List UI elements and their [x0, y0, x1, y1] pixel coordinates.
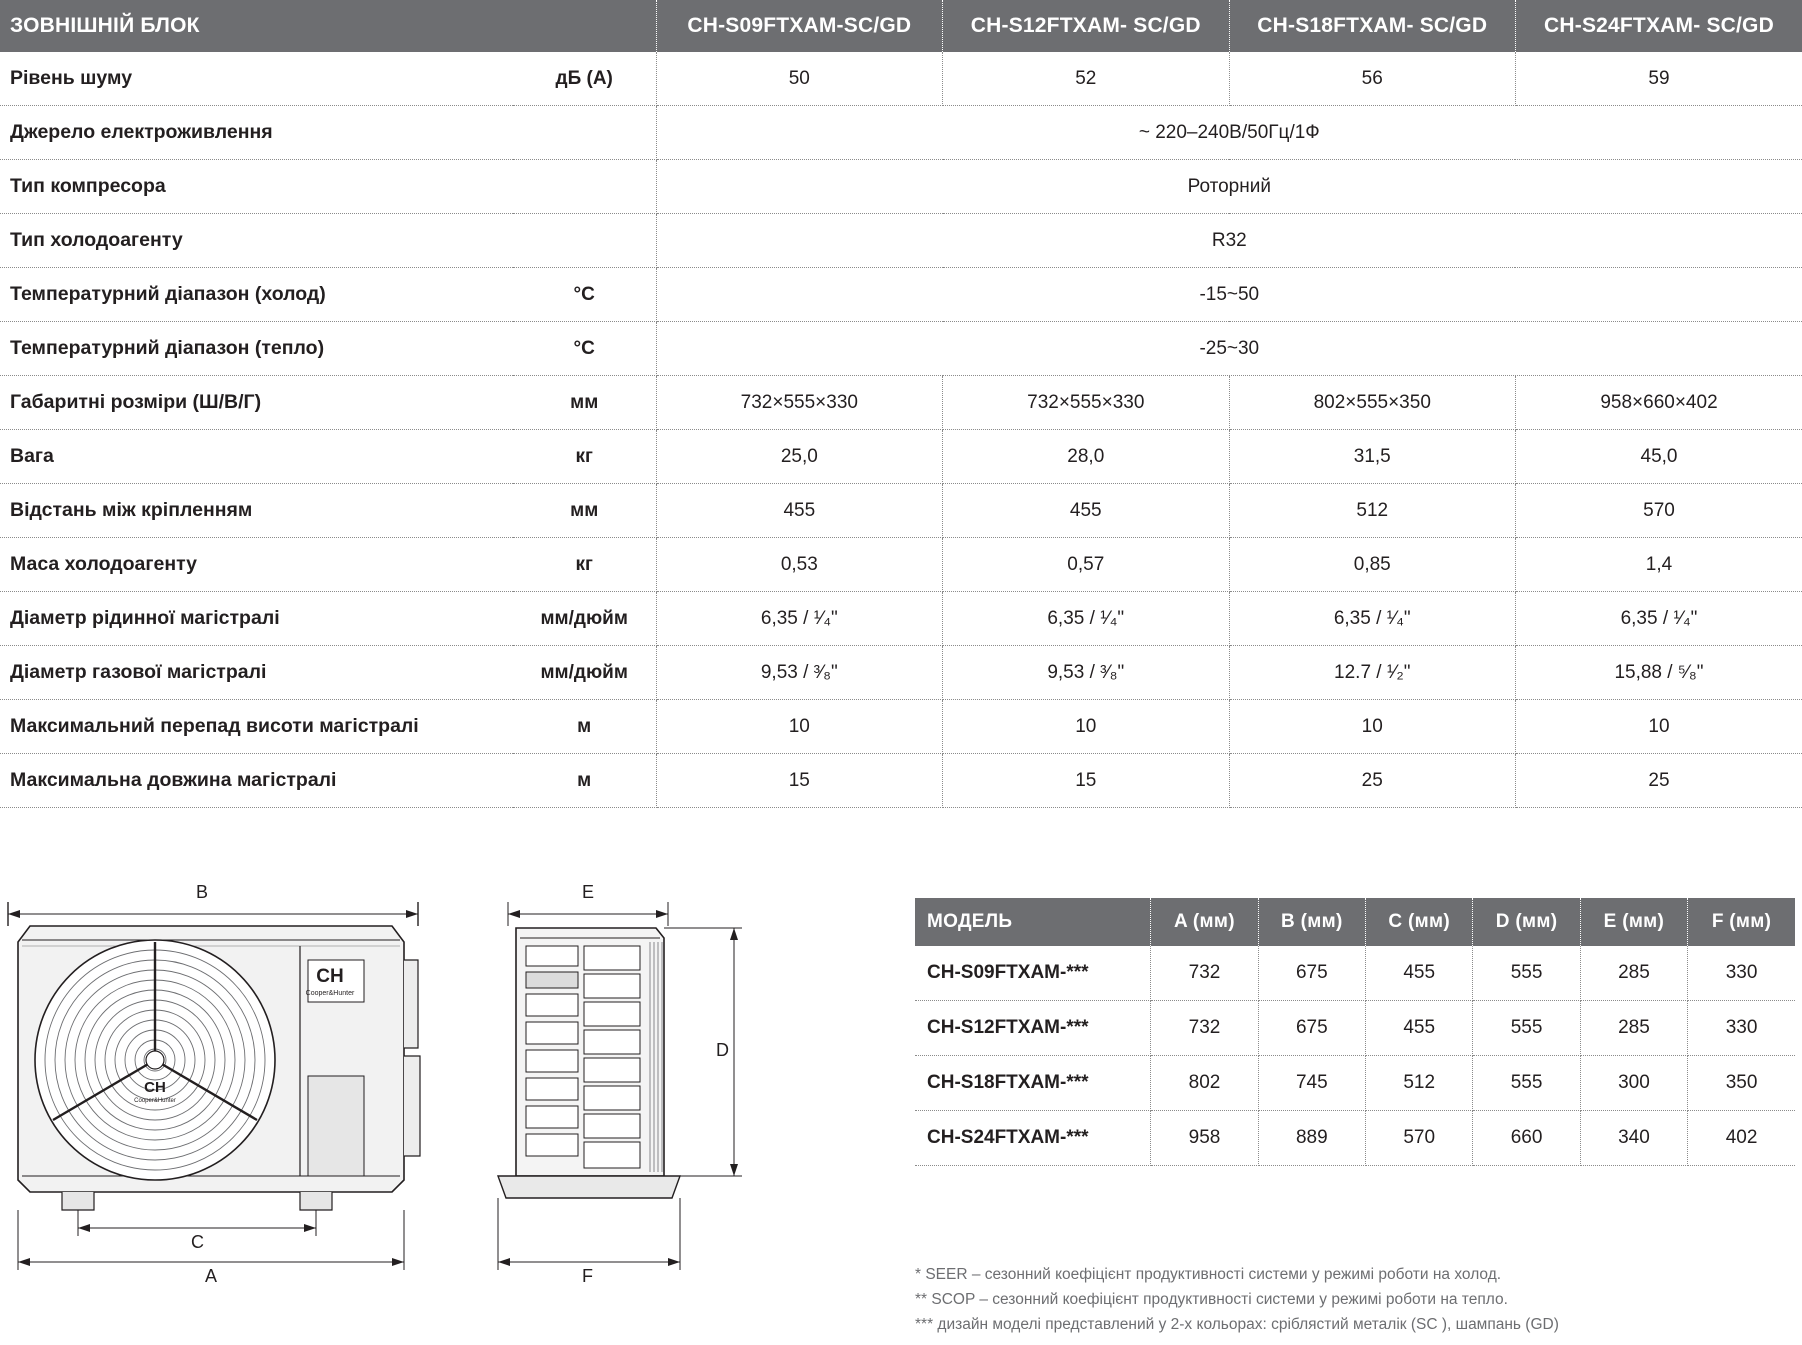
dimension-row-value: 570: [1366, 1111, 1473, 1166]
dimension-row-value: 660: [1473, 1111, 1580, 1166]
spec-table-row: [0, 484, 1802, 538]
spec-row-unit: °C: [513, 268, 656, 322]
spec-table-row: [0, 322, 1802, 376]
spec-row-label: Діаметр газової магістралі: [0, 646, 513, 700]
spec-row-label: Маса холодоагенту: [0, 538, 513, 592]
spec-row-value: 59: [1515, 52, 1802, 106]
dimension-row-model: CH-S09FTXAM-***: [915, 946, 1151, 1001]
spec-header-title: ЗОВНІШНІЙ БЛОК: [0, 0, 513, 52]
svg-text:Cooper&Hunter: Cooper&Hunter: [305, 990, 355, 997]
dimension-row-value: 455: [1366, 1001, 1473, 1056]
spec-row-value: 15,88 / ⁵⁄₈": [1515, 646, 1802, 700]
dimension-header-e: E (мм): [1580, 898, 1687, 946]
table-row: [915, 1111, 1795, 1166]
footnote-3: *** дизайн моделі представлений у 2-х кольорах: сріблястий металік (SC ), шампань (GD): [915, 1316, 1559, 1334]
spec-row-unit: м: [513, 700, 656, 754]
spec-table-row: [0, 754, 1802, 808]
spec-row-value: 0,85: [1229, 538, 1515, 592]
spec-row-value: 1,4: [1515, 538, 1802, 592]
dimension-row-model: CH-S12FTXAM-***: [915, 1001, 1151, 1056]
spec-row-label: Температурний діапазон (тепло): [0, 322, 513, 376]
spec-row-unit: [513, 160, 656, 214]
spec-row-value: 6,35 / ¹⁄₄": [943, 592, 1229, 646]
dimension-header-d: D (мм): [1473, 898, 1580, 946]
spec-row-value: 570: [1515, 484, 1802, 538]
spec-header-model-4: CH-S24FTXAM- SC/GD: [1515, 0, 1802, 52]
spec-row-label: Тип холодоагенту: [0, 214, 513, 268]
spec-row-value: 512: [1229, 484, 1515, 538]
spec-row-label: Максимальний перепад висоти магістралі: [0, 700, 513, 754]
spec-table-row: [0, 538, 1802, 592]
spec-row-value: 25,0: [656, 430, 942, 484]
dimension-row-model: CH-S24FTXAM-***: [915, 1111, 1151, 1166]
dimension-row-value: 675: [1258, 1001, 1365, 1056]
spec-table-row: [0, 52, 1802, 106]
table-row: [915, 1056, 1795, 1111]
dimension-row-value: 330: [1688, 946, 1795, 1001]
spec-row-unit: [513, 214, 656, 268]
spec-row-value: 50: [656, 52, 942, 106]
footnote-2: ** SCOP – сезонний коефіцієнт продуктивності системи у режимі роботи на тепло.: [915, 1291, 1508, 1309]
spec-row-value: 25: [1515, 754, 1802, 808]
svg-text:CH: CH: [316, 966, 344, 987]
svg-text:CH: CH: [144, 1079, 166, 1096]
dimension-row-value: 555: [1473, 1056, 1580, 1111]
spec-row-value: 455: [943, 484, 1229, 538]
dimension-row-value: 300: [1580, 1056, 1687, 1111]
dimension-header-b: B (мм): [1258, 898, 1365, 946]
spec-row-value: 56: [1229, 52, 1515, 106]
dimension-row-value: 889: [1258, 1111, 1365, 1166]
spec-row-unit: дБ (А): [513, 52, 656, 106]
spec-row-unit: мм: [513, 376, 656, 430]
spec-header-model-2: CH-S12FTXAM- SC/GD: [943, 0, 1229, 52]
spec-row-value: 45,0: [1515, 430, 1802, 484]
spec-row-value: 732×555×330: [656, 376, 942, 430]
dimension-table-wrap: [915, 898, 1795, 1166]
dim-label-c: C: [191, 1232, 204, 1252]
dimension-row-model: CH-S18FTXAM-***: [915, 1056, 1151, 1111]
spec-row-value: 0,57: [943, 538, 1229, 592]
svg-text:Cooper&Hunter: Cooper&Hunter: [134, 1098, 176, 1104]
dimension-header-c: C (мм): [1366, 898, 1473, 946]
dimension-row-value: 958: [1151, 1111, 1258, 1166]
spec-row-label: Температурний діапазон (холод): [0, 268, 513, 322]
spec-table-header-row: [0, 0, 1802, 52]
dim-label-f: F: [582, 1266, 593, 1286]
spec-row-unit: [513, 106, 656, 160]
dimension-row-value: 285: [1580, 946, 1687, 1001]
spec-row-value: 732×555×330: [943, 376, 1229, 430]
spec-row-value: 15: [943, 754, 1229, 808]
spec-row-label: Рівень шуму: [0, 52, 513, 106]
drawings-svg: [0, 880, 900, 1340]
spec-row-value: 9,53 / ³⁄₈": [943, 646, 1229, 700]
spec-row-unit: °C: [513, 322, 656, 376]
dimension-header-model: МОДЕЛЬ: [915, 898, 1151, 946]
spec-table-row: [0, 268, 1802, 322]
spec-row-value: 15: [656, 754, 942, 808]
spec-row-value: 9,53 / ³⁄₈": [656, 646, 942, 700]
footnotes: [915, 1262, 1785, 1337]
dimension-row-value: 512: [1366, 1056, 1473, 1111]
spec-row-value: 958×660×402: [1515, 376, 1802, 430]
spec-header-model-3: CH-S18FTXAM- SC/GD: [1229, 0, 1515, 52]
dim-label-d: D: [716, 1040, 729, 1060]
spec-row-unit: кг: [513, 430, 656, 484]
spec-row-label: Габаритні розміри (Ш/В/Г): [0, 376, 513, 430]
spec-row-value: 52: [943, 52, 1229, 106]
table-row: [915, 1001, 1795, 1056]
dimension-row-value: 340: [1580, 1111, 1687, 1166]
dimension-row-value: 802: [1151, 1056, 1258, 1111]
outdoor-unit-drawings: [0, 880, 900, 1340]
dimension-row-value: 555: [1473, 1001, 1580, 1056]
footnote-1: * SEER – сезонний коефіцієнт продуктивності системи у режимі роботи на холод.: [915, 1266, 1502, 1283]
spec-row-value: 0,53: [656, 538, 942, 592]
dim-label-e: E: [582, 882, 595, 902]
spec-row-value: 6,35 / ¹⁄₄": [656, 592, 942, 646]
dimension-row-value: 732: [1151, 946, 1258, 1001]
spec-row-value: 10: [656, 700, 942, 754]
spec-row-label: Максимальна довжина магістралі: [0, 754, 513, 808]
spec-table-row: [0, 592, 1802, 646]
spec-row-value: 10: [1515, 700, 1802, 754]
dimension-header-a: A (мм): [1151, 898, 1258, 946]
spec-table-row: [0, 376, 1802, 430]
spec-row-value: 31,5: [1229, 430, 1515, 484]
spec-row-value-merged: Роторний: [656, 160, 1802, 214]
dimension-header-f: F (мм): [1688, 898, 1795, 946]
spec-row-value: 12.7 / ¹⁄₂": [1229, 646, 1515, 700]
spec-table-row: [0, 700, 1802, 754]
table-row: [915, 946, 1795, 1001]
model-dimension-table: [915, 898, 1795, 1166]
spec-row-value-merged: -15~50: [656, 268, 1802, 322]
spec-row-unit: мм/дюйм: [513, 646, 656, 700]
spec-row-value: 10: [943, 700, 1229, 754]
dim-label-a: A: [205, 1266, 218, 1286]
dimension-header-row: [915, 898, 1795, 946]
spec-row-value-merged: ~ 220–240В/50Гц/1Ф: [656, 106, 1802, 160]
spec-row-unit: м: [513, 754, 656, 808]
dimension-row-value: 402: [1688, 1111, 1795, 1166]
dimension-row-value: 675: [1258, 946, 1365, 1001]
spec-row-value: 28,0: [943, 430, 1229, 484]
spec-header-model-1: CH-S09FTXAM-SC/GD: [656, 0, 942, 52]
dimension-row-value: 555: [1473, 946, 1580, 1001]
spec-row-unit: мм: [513, 484, 656, 538]
spec-header-unit: [513, 0, 656, 52]
dimension-row-value: 732: [1151, 1001, 1258, 1056]
spec-row-value: 455: [656, 484, 942, 538]
spec-row-unit: мм/дюйм: [513, 592, 656, 646]
lower-section: [0, 880, 1802, 1340]
spec-row-value: 6,35 / ¹⁄₄": [1229, 592, 1515, 646]
spec-table-row: [0, 106, 1802, 160]
spec-table-row: [0, 646, 1802, 700]
spec-row-label: Джерело електроживлення: [0, 106, 513, 160]
spec-table-row: [0, 214, 1802, 268]
spec-row-value-merged: R32: [656, 214, 1802, 268]
dimension-row-value: 350: [1688, 1056, 1795, 1111]
spec-table-row: [0, 430, 1802, 484]
spec-row-value: 802×555×350: [1229, 376, 1515, 430]
dim-label-b: B: [196, 882, 209, 902]
dimension-row-value: 455: [1366, 946, 1473, 1001]
spec-row-label: Тип компресора: [0, 160, 513, 214]
spec-row-label: Відстань між кріпленням: [0, 484, 513, 538]
spec-row-value-merged: -25~30: [656, 322, 1802, 376]
spec-row-label: Вага: [0, 430, 513, 484]
spec-row-unit: кг: [513, 538, 656, 592]
dimension-row-value: 330: [1688, 1001, 1795, 1056]
spec-row-value: 6,35 / ¹⁄₄": [1515, 592, 1802, 646]
dimension-row-value: 285: [1580, 1001, 1687, 1056]
spec-row-label: Діаметр рідинної магістралі: [0, 592, 513, 646]
spec-row-value: 25: [1229, 754, 1515, 808]
spec-table-row: [0, 160, 1802, 214]
spec-row-value: 10: [1229, 700, 1515, 754]
dimension-row-value: 745: [1258, 1056, 1365, 1111]
